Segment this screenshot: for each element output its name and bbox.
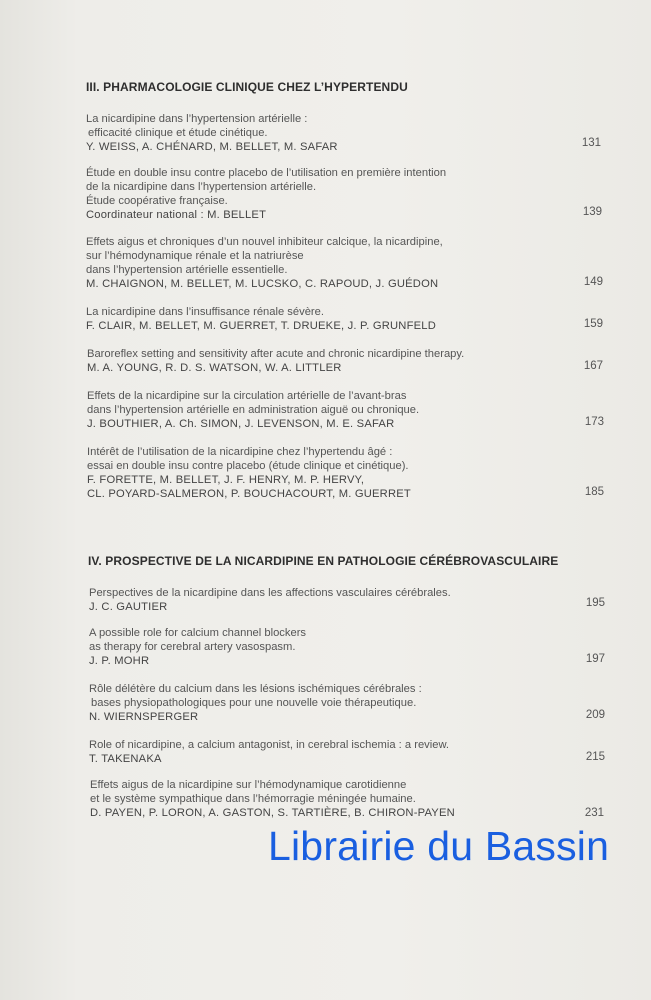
- entry-authors: M. CHAIGNON, M. BELLET, M. LUCSKO, C. RAPOUD, J. GUÉDON: [86, 278, 439, 290]
- toc-entry: [89, 586, 629, 614]
- entry-authors: J. P. MOHR: [89, 655, 150, 667]
- toc-entry: [86, 235, 626, 291]
- entry-authors: T. TAKENAKA: [89, 753, 162, 765]
- entry-authors: F. FORETTE, M. BELLET, J. F. HENRY, M. P. HERVY,: [87, 474, 365, 486]
- entry-title-line: A possible role for calcium channel blockers: [89, 627, 307, 639]
- toc-entry: [86, 305, 626, 333]
- section-4-title: IV. PROSPECTIVE DE LA NICARDIPINE EN PATHOLOGIE CÉRÉBROVASCULAIRE: [88, 554, 559, 568]
- entry-title-line: La nicardipine dans l’hypertension artérielle :: [86, 113, 308, 125]
- page-number: 167: [583, 360, 603, 372]
- entry-authors: CL. POYARD-SALMERON, P. BOUCHACOURT, M. GUERRET: [87, 488, 411, 500]
- toc-entry: [89, 738, 629, 766]
- entry-title-line: Effets aigus de la nicardipine sur l’hémodynamique carotidienne: [90, 779, 407, 791]
- entry-title-line: Baroreflex setting and sensitivity after acute and chronic nicardipine therapy.: [87, 348, 465, 360]
- entry-title-line: Role of nicardipine, a calcium antagonist, in cerebral ischemia : a review.: [89, 739, 450, 751]
- entry-title-line: Effets de la nicardipine sur la circulation artérielle de l’avant-bras: [87, 390, 407, 402]
- page-number: 131: [581, 137, 601, 149]
- toc-entry: [87, 389, 627, 431]
- entry-title-line: Étude en double insu contre placebo de l’utilisation en première intention: [86, 167, 447, 179]
- entry-title-line: Intérêt de l’utilisation de la nicardipine chez l’hypertendu âgé :: [87, 446, 393, 458]
- entry-title-line: Effets aigus et chroniques d’un nouvel inhibiteur calcique, la nicardipine,: [86, 236, 443, 248]
- page-number: 195: [585, 597, 605, 609]
- page-number: 185: [584, 486, 604, 498]
- toc-entry: [86, 112, 626, 154]
- entry-title-line: bases physiopathologiques pour une nouvelle voie thérapeutique.: [91, 697, 417, 709]
- entry-authors: Coordinateur national : M. BELLET: [86, 209, 267, 221]
- entry-title-line: et le système sympathique dans l’hémorragie méningée humaine.: [90, 793, 416, 805]
- page-number: 159: [583, 318, 603, 330]
- entry-title-line: essai en double insu contre placebo (étude clinique et cinétique).: [87, 460, 409, 472]
- entry-title-line: sur l’hémodynamique rénale et la natriurèse: [86, 250, 304, 262]
- page-number: 197: [585, 653, 605, 665]
- entry-title-line: La nicardipine dans l’insuffisance rénale sévère.: [86, 306, 324, 318]
- entry-title-line: efficacité clinique et étude cinétique.: [88, 127, 268, 139]
- entry-authors: N. WIERNSPERGER: [89, 711, 199, 723]
- entry-authors: J. C. GAUTIER: [89, 601, 168, 613]
- toc-entry: [86, 166, 626, 222]
- section-3-title: III. PHARMACOLOGIE CLINIQUE CHEZ L’HYPERTENDU: [86, 80, 408, 94]
- page-number: 139: [582, 206, 602, 218]
- entry-authors: M. A. YOUNG, R. D. S. WATSON, W. A. LITTLER: [87, 362, 342, 374]
- watermark-text: Librairie du Bassin: [268, 823, 610, 869]
- entry-title-line: Rôle délétère du calcium dans les lésions ischémiques cérébrales :: [89, 683, 422, 695]
- entry-title-line: de la nicardipine dans l’hypertension artérielle.: [86, 181, 317, 193]
- page-number: 149: [583, 276, 603, 288]
- toc-entry: [89, 682, 629, 724]
- entry-authors: D. PAYEN, P. LORON, A. GASTON, S. TARTIÈRE, B. CHIRON-PAYEN: [90, 807, 455, 819]
- entry-title-line: dans l’hypertension artérielle en administration aiguë ou chronique.: [87, 404, 420, 416]
- toc-entry: [87, 347, 627, 375]
- toc-entry: [89, 626, 629, 668]
- toc-entry: [87, 445, 627, 501]
- toc-entry: [90, 778, 630, 820]
- entry-authors: F. CLAIR, M. BELLET, M. GUERRET, T. DRUEKE, J. P. GRUNFELD: [86, 320, 436, 332]
- entry-title-line: dans l’hypertension artérielle essentielle.: [86, 264, 288, 276]
- entry-authors: Y. WEISS, A. CHÉNARD, M. BELLET, M. SAFAR: [86, 141, 338, 153]
- page-number: 173: [584, 416, 604, 428]
- page-number: 215: [585, 751, 605, 763]
- page-number: 209: [585, 709, 605, 721]
- entry-title-line: as therapy for cerebral artery vasospasm.: [89, 641, 296, 653]
- entry-authors: J. BOUTHIER, A. Ch. SIMON, J. LEVENSON, M. E. SAFAR: [87, 418, 395, 430]
- entry-title-line: Perspectives de la nicardipine dans les affections vasculaires cérébrales.: [89, 587, 451, 599]
- entry-title-line: Étude coopérative française.: [86, 195, 228, 207]
- page-number: 231: [584, 807, 604, 819]
